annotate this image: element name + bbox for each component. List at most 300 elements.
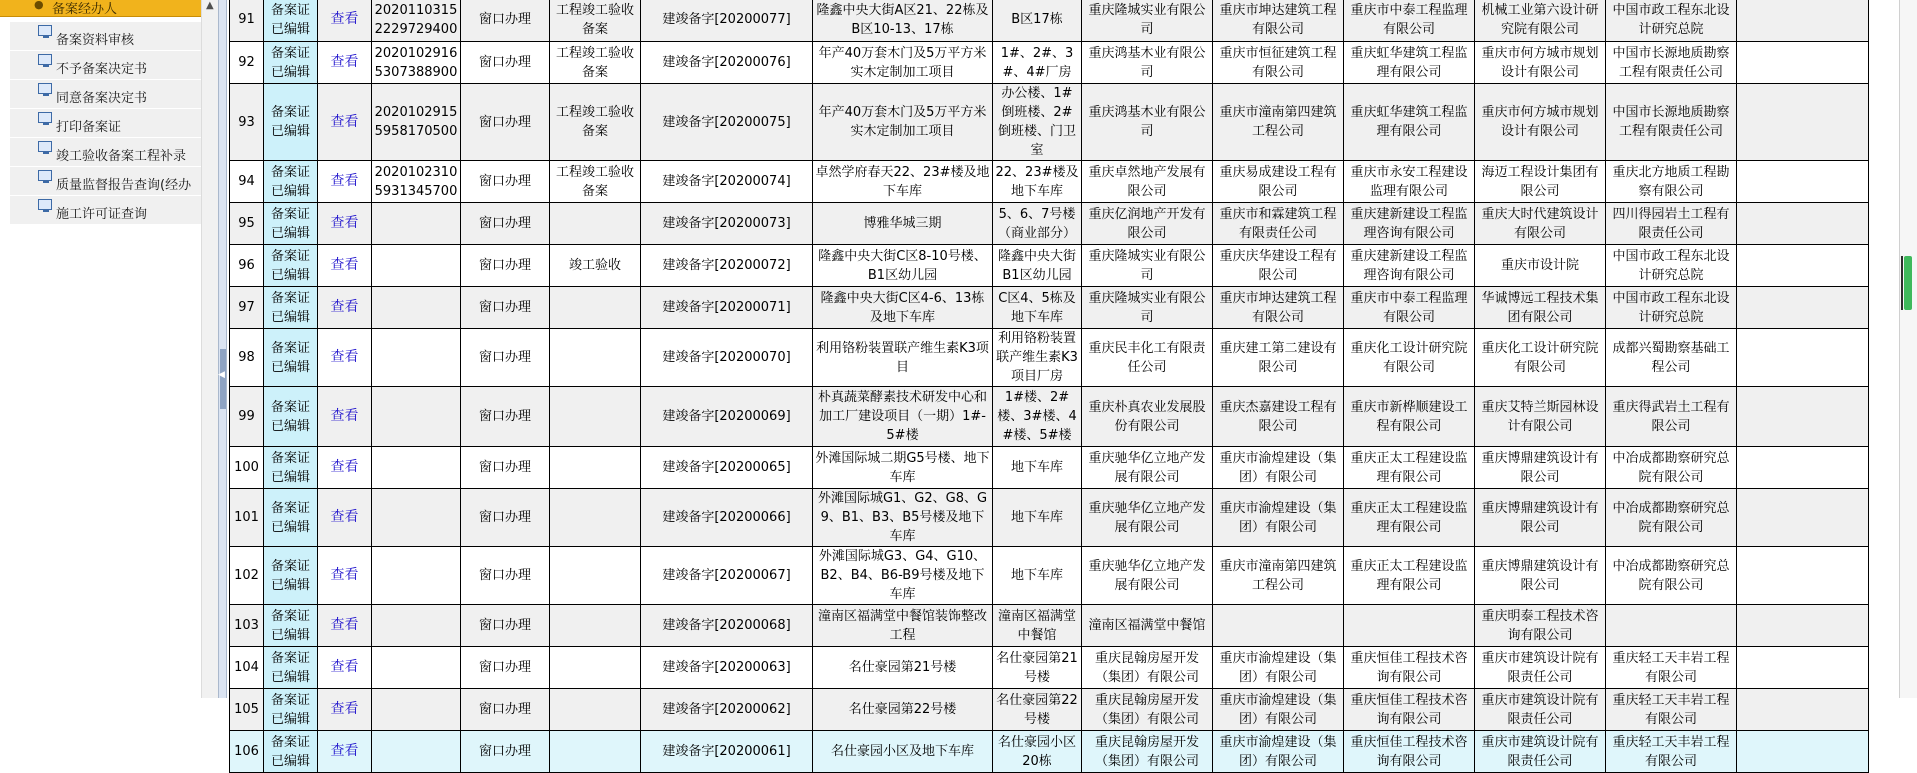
cell-record: 建竣备字[20200073] <box>641 203 813 245</box>
cell-record: 建竣备字[20200069] <box>641 387 813 447</box>
cell-project: 利用铬粉装置联产维生素K3项目 <box>813 329 993 387</box>
view-cell <box>318 245 372 287</box>
cell-method: 窗口办理 <box>461 161 550 203</box>
edit-status-cell: 备案证已编辑 <box>264 42 318 84</box>
view-link[interactable]: 查看 <box>330 743 359 759</box>
cell-record: 建竣备字[20200071] <box>641 287 813 329</box>
cell-supervisor: 重庆正太工程建设监理有限公司 <box>1344 547 1475 605</box>
edit-status-cell: 备案证已编辑 <box>264 387 318 447</box>
cell-project: 名仕豪园第21号楼 <box>813 647 993 689</box>
empty-cell <box>1737 203 1869 245</box>
cell-contractor: 重庆市渝煌建设（集团）有限公司 <box>1213 489 1344 547</box>
empty-cell <box>1737 329 1869 387</box>
table-row <box>230 84 1869 161</box>
cell-unit: 办公楼、1#倒班楼、2#倒班楼、门卫室 <box>993 84 1082 161</box>
cell-type <box>550 203 641 245</box>
cell-no: 101 <box>230 489 264 547</box>
view-cell <box>318 42 372 84</box>
cell-record: 建竣备字[20200065] <box>641 447 813 489</box>
table-row <box>230 387 1869 447</box>
view-cell <box>318 0 372 42</box>
cell-unit: 1#楼、2#楼、3#楼、4#楼、5#楼 <box>993 387 1082 447</box>
cell-builder: 重庆隆城实业有限公司 <box>1082 245 1213 287</box>
cell-surveyor: 重庆轻工天丰岩工程有限公司 <box>1606 647 1737 689</box>
edit-status-cell: 备案证已编辑 <box>264 605 318 647</box>
sidebar-item[interactable] <box>10 196 201 225</box>
empty-cell <box>1737 0 1869 42</box>
cell-designer: 海迈工程设计集团有限公司 <box>1475 161 1606 203</box>
view-link[interactable]: 查看 <box>330 459 359 475</box>
view-cell <box>318 329 372 387</box>
cell-supervisor: 重庆建新建设工程监理咨询有限公司 <box>1344 203 1475 245</box>
cell-serial <box>372 245 461 287</box>
empty-cell <box>1737 689 1869 731</box>
cell-designer: 重庆化工设计研究院有限公司 <box>1475 329 1606 387</box>
cell-method: 窗口办理 <box>461 387 550 447</box>
view-cell <box>318 489 372 547</box>
cell-type: 工程竣工验收备案 <box>550 84 641 161</box>
cell-unit: 隆鑫中央大街B1区幼儿园 <box>993 245 1082 287</box>
sidebar-item[interactable] <box>10 51 201 80</box>
empty-cell <box>1737 489 1869 547</box>
view-link[interactable]: 查看 <box>330 408 359 424</box>
cell-surveyor: 中冶成都勘察研究总院有限公司 <box>1606 447 1737 489</box>
cell-builder: 重庆鸿基木业有限公司 <box>1082 84 1213 161</box>
cell-record: 建竣备字[20200062] <box>641 689 813 731</box>
cell-supervisor: 重庆虹华建筑工程监理有限公司 <box>1344 42 1475 84</box>
view-link[interactable]: 查看 <box>330 113 359 130</box>
table-scrollbar[interactable] <box>1899 0 1917 698</box>
cell-unit: 地下车库 <box>993 547 1082 605</box>
cell-method: 窗口办理 <box>461 689 550 731</box>
cell-supervisor: 重庆建新建设工程监理咨询有限公司 <box>1344 245 1475 287</box>
edit-status-cell: 备案证已编辑 <box>264 731 318 773</box>
cell-method: 窗口办理 <box>461 84 550 161</box>
cell-no: 98 <box>230 329 264 387</box>
cell-project: 博雅华城三期 <box>813 203 993 245</box>
cell-method: 窗口办理 <box>461 0 550 42</box>
cell-method: 窗口办理 <box>461 287 550 329</box>
group-icon: ● <box>34 0 44 11</box>
edit-status-cell: 备案证已编辑 <box>264 245 318 287</box>
cell-contractor: 重庆市潼南第四建筑工程公司 <box>1213 84 1344 161</box>
nav-group-label: 备案经办人 <box>52 2 118 17</box>
empty-cell <box>1737 731 1869 773</box>
cell-method: 窗口办理 <box>461 647 550 689</box>
cell-contractor: 重庆建工第二建设有限公司 <box>1213 329 1344 387</box>
nav-group-header[interactable] <box>0 0 201 17</box>
view-link[interactable]: 查看 <box>330 349 359 365</box>
records-table <box>229 0 1869 773</box>
cell-unit: B区17栋 <box>993 0 1082 42</box>
cell-surveyor: 重庆轻工天丰岩工程有限公司 <box>1606 731 1737 773</box>
cell-method: 窗口办理 <box>461 605 550 647</box>
view-link[interactable]: 查看 <box>330 54 359 70</box>
empty-cell <box>1737 605 1869 647</box>
cell-method: 窗口办理 <box>461 245 550 287</box>
cell-project: 名仕豪园第22号楼 <box>813 689 993 731</box>
cell-supervisor: 重庆恒佳工程技术咨询有限公司 <box>1344 647 1475 689</box>
edit-status-cell: 备案证已编辑 <box>264 447 318 489</box>
table-row <box>230 605 1869 647</box>
monitor-icon <box>38 54 52 65</box>
empty-cell <box>1737 245 1869 287</box>
sidebar-item-label: 打印备案证 <box>56 120 122 135</box>
cell-record: 建竣备字[20200074] <box>641 161 813 203</box>
cell-type: 竣工验收 <box>550 245 641 287</box>
cell-designer: 重庆大时代建筑设计有限公司 <box>1475 203 1606 245</box>
table-row <box>230 647 1869 689</box>
cell-contractor: 重庆市潼南第四建筑工程公司 <box>1213 547 1344 605</box>
cell-contractor: 重庆市渝煌建设（集团）有限公司 <box>1213 689 1344 731</box>
cell-designer: 重庆市何方城市规划设计有限公司 <box>1475 42 1606 84</box>
cell-builder: 重庆朴真农业发展股份有限公司 <box>1082 387 1213 447</box>
cell-contractor: 重庆杰嘉建设工程有限公司 <box>1213 387 1344 447</box>
empty-cell <box>1737 161 1869 203</box>
scrollbar-thumb[interactable] <box>1904 256 1912 310</box>
cell-record: 建竣备字[20200076] <box>641 42 813 84</box>
cell-surveyor: 中冶成都勘察研究总院有限公司 <box>1606 489 1737 547</box>
cell-builder: 重庆昆翰房屋开发（集团）有限公司 <box>1082 731 1213 773</box>
cell-project: 隆鑫中央大街C区4-6、13栋及地下车库 <box>813 287 993 329</box>
cell-surveyor: 重庆得武岩土工程有限公司 <box>1606 387 1737 447</box>
cell-no: 102 <box>230 547 264 605</box>
view-link[interactable]: 查看 <box>330 257 359 273</box>
cell-method: 窗口办理 <box>461 329 550 387</box>
cell-type <box>550 329 641 387</box>
cell-contractor: 重庆市渝煌建设（集团）有限公司 <box>1213 647 1344 689</box>
cell-surveyor: 中国市政工程东北设计研究总院 <box>1606 0 1737 42</box>
sidebar-item[interactable] <box>10 80 201 109</box>
cell-project: 卓然学府春天22、23#楼及地下车库 <box>813 161 993 203</box>
table-row <box>230 0 1869 42</box>
view-link[interactable]: 查看 <box>330 173 359 189</box>
table-row <box>230 489 1869 547</box>
cell-builder: 潼南区福满堂中餐馆 <box>1082 605 1213 647</box>
view-link[interactable]: 查看 <box>330 509 359 525</box>
cell-record: 建竣备字[20200067] <box>641 547 813 605</box>
cell-supervisor: 重庆化工设计研究院有限公司 <box>1344 329 1475 387</box>
cell-builder: 重庆昆翰房屋开发（集团）有限公司 <box>1082 689 1213 731</box>
cell-surveyor: 成都兴蜀勘察基础工程公司 <box>1606 329 1737 387</box>
table-row <box>230 161 1869 203</box>
empty-cell <box>1737 387 1869 447</box>
cell-type <box>550 489 641 547</box>
cell-unit: 地下车库 <box>993 489 1082 547</box>
cell-serial <box>372 605 461 647</box>
empty-cell <box>1737 447 1869 489</box>
cell-supervisor: 重庆市中泰工程监理有限公司 <box>1344 287 1475 329</box>
cell-project: 朴真蔬菜酵素技术研发中心和加工厂建设项目（一期）1#-5#楼 <box>813 387 993 447</box>
cell-designer: 重庆市建筑设计院有限责任公司 <box>1475 731 1606 773</box>
cell-type <box>550 447 641 489</box>
table-row <box>230 203 1869 245</box>
cell-no: 92 <box>230 42 264 84</box>
cell-record: 建竣备字[20200063] <box>641 647 813 689</box>
cell-type <box>550 287 641 329</box>
cell-type <box>550 547 641 605</box>
cell-surveyor: 中国市政工程东北设计研究总院 <box>1606 245 1737 287</box>
cell-designer: 重庆市建筑设计院有限责任公司 <box>1475 689 1606 731</box>
cell-builder: 重庆驰华亿立地产发展有限公司 <box>1082 447 1213 489</box>
edit-status-cell: 备案证已编辑 <box>264 0 318 42</box>
cell-no: 97 <box>230 287 264 329</box>
sidebar-item-label: 质量监督报告查询(经办 <box>56 178 192 193</box>
cell-method: 窗口办理 <box>461 489 550 547</box>
cell-contractor: 重庆市渝煌建设（集团）有限公司 <box>1213 731 1344 773</box>
table-row <box>230 329 1869 387</box>
cell-no: 105 <box>230 689 264 731</box>
cell-type: 工程竣工验收备案 <box>550 0 641 42</box>
view-link[interactable]: 查看 <box>330 567 359 583</box>
empty-cell <box>1737 42 1869 84</box>
cell-no: 96 <box>230 245 264 287</box>
sidebar-item-label: 同意备案决定书 <box>56 91 148 106</box>
cell-designer: 重庆市建筑设计院有限责任公司 <box>1475 647 1606 689</box>
cell-type <box>550 689 641 731</box>
cell-unit: 名仕豪园小区20栋 <box>993 731 1082 773</box>
sidebar-item-label: 备案资料审核 <box>56 33 135 48</box>
cell-record: 建竣备字[20200070] <box>641 329 813 387</box>
cell-serial <box>372 287 461 329</box>
cell-unit: 利用铬粉装置联产维生素K3项目厂房 <box>993 329 1082 387</box>
cell-serial <box>372 489 461 547</box>
cell-project: 年产40万套木门及5万平方米实木定制加工项目 <box>813 42 993 84</box>
cell-no: 106 <box>230 731 264 773</box>
monitor-icon <box>38 141 52 152</box>
cell-method: 窗口办理 <box>461 547 550 605</box>
view-cell <box>318 447 372 489</box>
cell-no: 94 <box>230 161 264 203</box>
panel-splitter[interactable] <box>218 0 227 698</box>
table-row <box>230 689 1869 731</box>
scrollbar-thumb-edge <box>1901 256 1903 310</box>
cell-serial <box>372 547 461 605</box>
cell-serial <box>372 387 461 447</box>
sidebar-item[interactable] <box>10 138 201 167</box>
table-row <box>230 287 1869 329</box>
cell-supervisor: 重庆正太工程建设监理有限公司 <box>1344 489 1475 547</box>
view-link[interactable]: 查看 <box>330 299 359 315</box>
scroll-up-arrow-icon[interactable]: ▲ <box>206 0 214 11</box>
edit-status-cell: 备案证已编辑 <box>264 647 318 689</box>
cell-serial <box>372 329 461 387</box>
view-cell <box>318 287 372 329</box>
cell-supervisor: 重庆恒佳工程技术咨询有限公司 <box>1344 689 1475 731</box>
cell-serial: 20201029165307388900 <box>372 42 461 84</box>
empty-cell <box>1737 287 1869 329</box>
cell-supervisor: 重庆市新桦顺建设工程有限公司 <box>1344 387 1475 447</box>
cell-contractor: 重庆易成建设工程有限公司 <box>1213 161 1344 203</box>
cell-builder: 重庆鸿基木业有限公司 <box>1082 42 1213 84</box>
edit-status-cell: 备案证已编辑 <box>264 689 318 731</box>
cell-supervisor: 重庆市中泰工程监理有限公司 <box>1344 0 1475 42</box>
view-cell <box>318 731 372 773</box>
cell-serial <box>372 731 461 773</box>
cell-unit: C区4、5栋及地下车库 <box>993 287 1082 329</box>
edit-status-cell: 备案证已编辑 <box>264 161 318 203</box>
cell-type <box>550 647 641 689</box>
cell-designer: 机械工业第六设计研究院有限公司 <box>1475 0 1606 42</box>
cell-project: 名仕豪园小区及地下车库 <box>813 731 993 773</box>
cell-serial <box>372 447 461 489</box>
cell-surveyor: 重庆轻工天丰岩工程有限公司 <box>1606 689 1737 731</box>
view-link[interactable]: 查看 <box>330 617 359 633</box>
cell-record: 建竣备字[20200072] <box>641 245 813 287</box>
table-row <box>230 245 1869 287</box>
cell-surveyor: 四川得园岩土工程有限责任公司 <box>1606 203 1737 245</box>
cell-type: 工程竣工验收备案 <box>550 161 641 203</box>
monitor-icon <box>38 112 52 123</box>
cell-record: 建竣备字[20200066] <box>641 489 813 547</box>
edit-status-cell: 备案证已编辑 <box>264 287 318 329</box>
edit-status-cell: 备案证已编辑 <box>264 329 318 387</box>
cell-serial <box>372 689 461 731</box>
cell-supervisor: 重庆恒佳工程技术咨询有限公司 <box>1344 731 1475 773</box>
cell-contractor: 重庆市坤达建筑工程有限公司 <box>1213 0 1344 42</box>
cell-designer: 重庆博鼎建筑设计有限公司 <box>1475 489 1606 547</box>
view-link[interactable]: 查看 <box>330 215 359 231</box>
monitor-icon <box>38 170 52 181</box>
cell-designer: 重庆明泰工程技术咨询有限公司 <box>1475 605 1606 647</box>
table-row <box>230 447 1869 489</box>
view-cell <box>318 689 372 731</box>
monitor-icon <box>38 83 52 94</box>
empty-cell <box>1737 647 1869 689</box>
cell-surveyor <box>1606 605 1737 647</box>
collapse-arrow-icon[interactable]: ◀ <box>218 370 225 380</box>
cell-project: 隆鑫中央大街A区21、22栋及B区10-13、17栋 <box>813 0 993 42</box>
cell-builder: 重庆隆城实业有限公司 <box>1082 0 1213 42</box>
cell-surveyor: 中国市政工程东北设计研究总院 <box>1606 287 1737 329</box>
cell-supervisor <box>1344 605 1475 647</box>
cell-surveyor: 中国市长源地质勘察工程有限责任公司 <box>1606 84 1737 161</box>
cell-record: 建竣备字[20200068] <box>641 605 813 647</box>
cell-contractor: 重庆市坤达建筑工程有限公司 <box>1213 287 1344 329</box>
cell-record: 建竣备字[20200061] <box>641 731 813 773</box>
sidebar-item-label: 竣工验收备案工程补录 <box>56 149 187 164</box>
cell-designer: 重庆市设计院 <box>1475 245 1606 287</box>
cell-unit: 1#、2#、3#、4#厂房 <box>993 42 1082 84</box>
cell-unit: 5、6、7号楼（商业部分） <box>993 203 1082 245</box>
cell-method: 窗口办理 <box>461 731 550 773</box>
monitor-icon <box>38 199 52 210</box>
records-table-container <box>229 0 1899 769</box>
cell-no: 91 <box>230 0 264 42</box>
cell-no: 104 <box>230 647 264 689</box>
table-row <box>230 42 1869 84</box>
cell-serial: 20201029155958170500 <box>372 84 461 161</box>
cell-serial <box>372 203 461 245</box>
cell-supervisor: 重庆虹华建筑工程监理有限公司 <box>1344 84 1475 161</box>
cell-no: 95 <box>230 203 264 245</box>
cell-unit: 潼南区福满堂中餐馆 <box>993 605 1082 647</box>
cell-builder: 重庆民丰化工有限责任公司 <box>1082 329 1213 387</box>
cell-supervisor: 重庆正太工程建设监理有限公司 <box>1344 447 1475 489</box>
sidebar-item-label: 不予备案决定书 <box>56 62 148 77</box>
cell-project: 外滩国际城G3、G4、G10、B2、B4、B6-B9号楼及地下车库 <box>813 547 993 605</box>
cell-method: 窗口办理 <box>461 42 550 84</box>
cell-type <box>550 387 641 447</box>
sidebar-item-label: 施工许可证查询 <box>56 207 148 222</box>
cell-unit: 地下车库 <box>993 447 1082 489</box>
cell-serial: 20201023105931345700 <box>372 161 461 203</box>
cell-project: 外滩国际城G1、G2、G8、G9、B1、B3、B5号楼及地下车库 <box>813 489 993 547</box>
edit-status-cell: 备案证已编辑 <box>264 489 318 547</box>
cell-designer: 重庆博鼎建筑设计有限公司 <box>1475 547 1606 605</box>
cell-builder: 重庆昆翰房屋开发（集团）有限公司 <box>1082 647 1213 689</box>
view-cell <box>318 203 372 245</box>
cell-supervisor: 重庆市永安工程建设监理有限公司 <box>1344 161 1475 203</box>
cell-record: 建竣备字[20200077] <box>641 0 813 42</box>
cell-contractor: 重庆市渝煌建设（集团）有限公司 <box>1213 447 1344 489</box>
edit-status-cell: 备案证已编辑 <box>264 547 318 605</box>
cell-surveyor: 中冶成都勘察研究总院有限公司 <box>1606 547 1737 605</box>
cell-record: 建竣备字[20200075] <box>641 84 813 161</box>
view-cell <box>318 161 372 203</box>
table-row <box>230 731 1869 773</box>
cell-surveyor: 中国市长源地质勘察工程有限责任公司 <box>1606 42 1737 84</box>
cell-contractor: 重庆市和霖建筑工程有限责任公司 <box>1213 203 1344 245</box>
cell-designer: 重庆博鼎建筑设计有限公司 <box>1475 447 1606 489</box>
view-link[interactable]: 查看 <box>330 11 359 27</box>
cell-builder: 重庆驰华亿立地产发展有限公司 <box>1082 547 1213 605</box>
monitor-icon <box>38 25 52 36</box>
cell-serial: 20201103152229729400 <box>372 0 461 42</box>
left-navigation <box>0 0 201 698</box>
view-link[interactable]: 查看 <box>330 701 359 717</box>
view-cell <box>318 547 372 605</box>
cell-builder: 重庆亿润地产开发有限公司 <box>1082 203 1213 245</box>
sidebar-item[interactable] <box>10 167 201 196</box>
cell-contractor: 重庆庆华建设工程有限公司 <box>1213 245 1344 287</box>
cell-contractor: 重庆市恒征建筑工程有限公司 <box>1213 42 1344 84</box>
cell-type <box>550 605 641 647</box>
sidebar-item[interactable] <box>10 109 201 138</box>
nav-menu <box>10 22 201 225</box>
cell-no: 103 <box>230 605 264 647</box>
edit-status-cell: 备案证已编辑 <box>264 84 318 161</box>
cell-builder: 重庆隆城实业有限公司 <box>1082 287 1213 329</box>
cell-serial <box>372 647 461 689</box>
cell-unit: 22、23#楼及地下车库 <box>993 161 1082 203</box>
table-row <box>230 547 1869 605</box>
edit-status-cell: 备案证已编辑 <box>264 203 318 245</box>
cell-unit: 名仕豪园第22号楼 <box>993 689 1082 731</box>
cell-project: 潼南区福满堂中餐馆装饰整改工程 <box>813 605 993 647</box>
view-cell <box>318 605 372 647</box>
view-cell <box>318 84 372 161</box>
view-cell <box>318 387 372 447</box>
cell-designer: 重庆艾特兰斯园林设计有限公司 <box>1475 387 1606 447</box>
cell-method: 窗口办理 <box>461 203 550 245</box>
view-cell <box>318 647 372 689</box>
cell-no: 93 <box>230 84 264 161</box>
cell-designer: 重庆市何方城市规划设计有限公司 <box>1475 84 1606 161</box>
cell-project: 外滩国际城二期G5号楼、地下车库 <box>813 447 993 489</box>
cell-unit: 名仕豪园第21号楼 <box>993 647 1082 689</box>
cell-surveyor: 重庆北方地质工程勘察有限公司 <box>1606 161 1737 203</box>
sidebar-item[interactable] <box>10 22 201 51</box>
cell-contractor <box>1213 605 1344 647</box>
cell-no: 100 <box>230 447 264 489</box>
cell-method: 窗口办理 <box>461 447 550 489</box>
cell-builder: 重庆卓然地产发展有限公司 <box>1082 161 1213 203</box>
sidebar-scrollbar[interactable] <box>201 0 218 698</box>
cell-type: 工程竣工验收备案 <box>550 42 641 84</box>
empty-cell <box>1737 84 1869 161</box>
view-link[interactable]: 查看 <box>330 659 359 675</box>
